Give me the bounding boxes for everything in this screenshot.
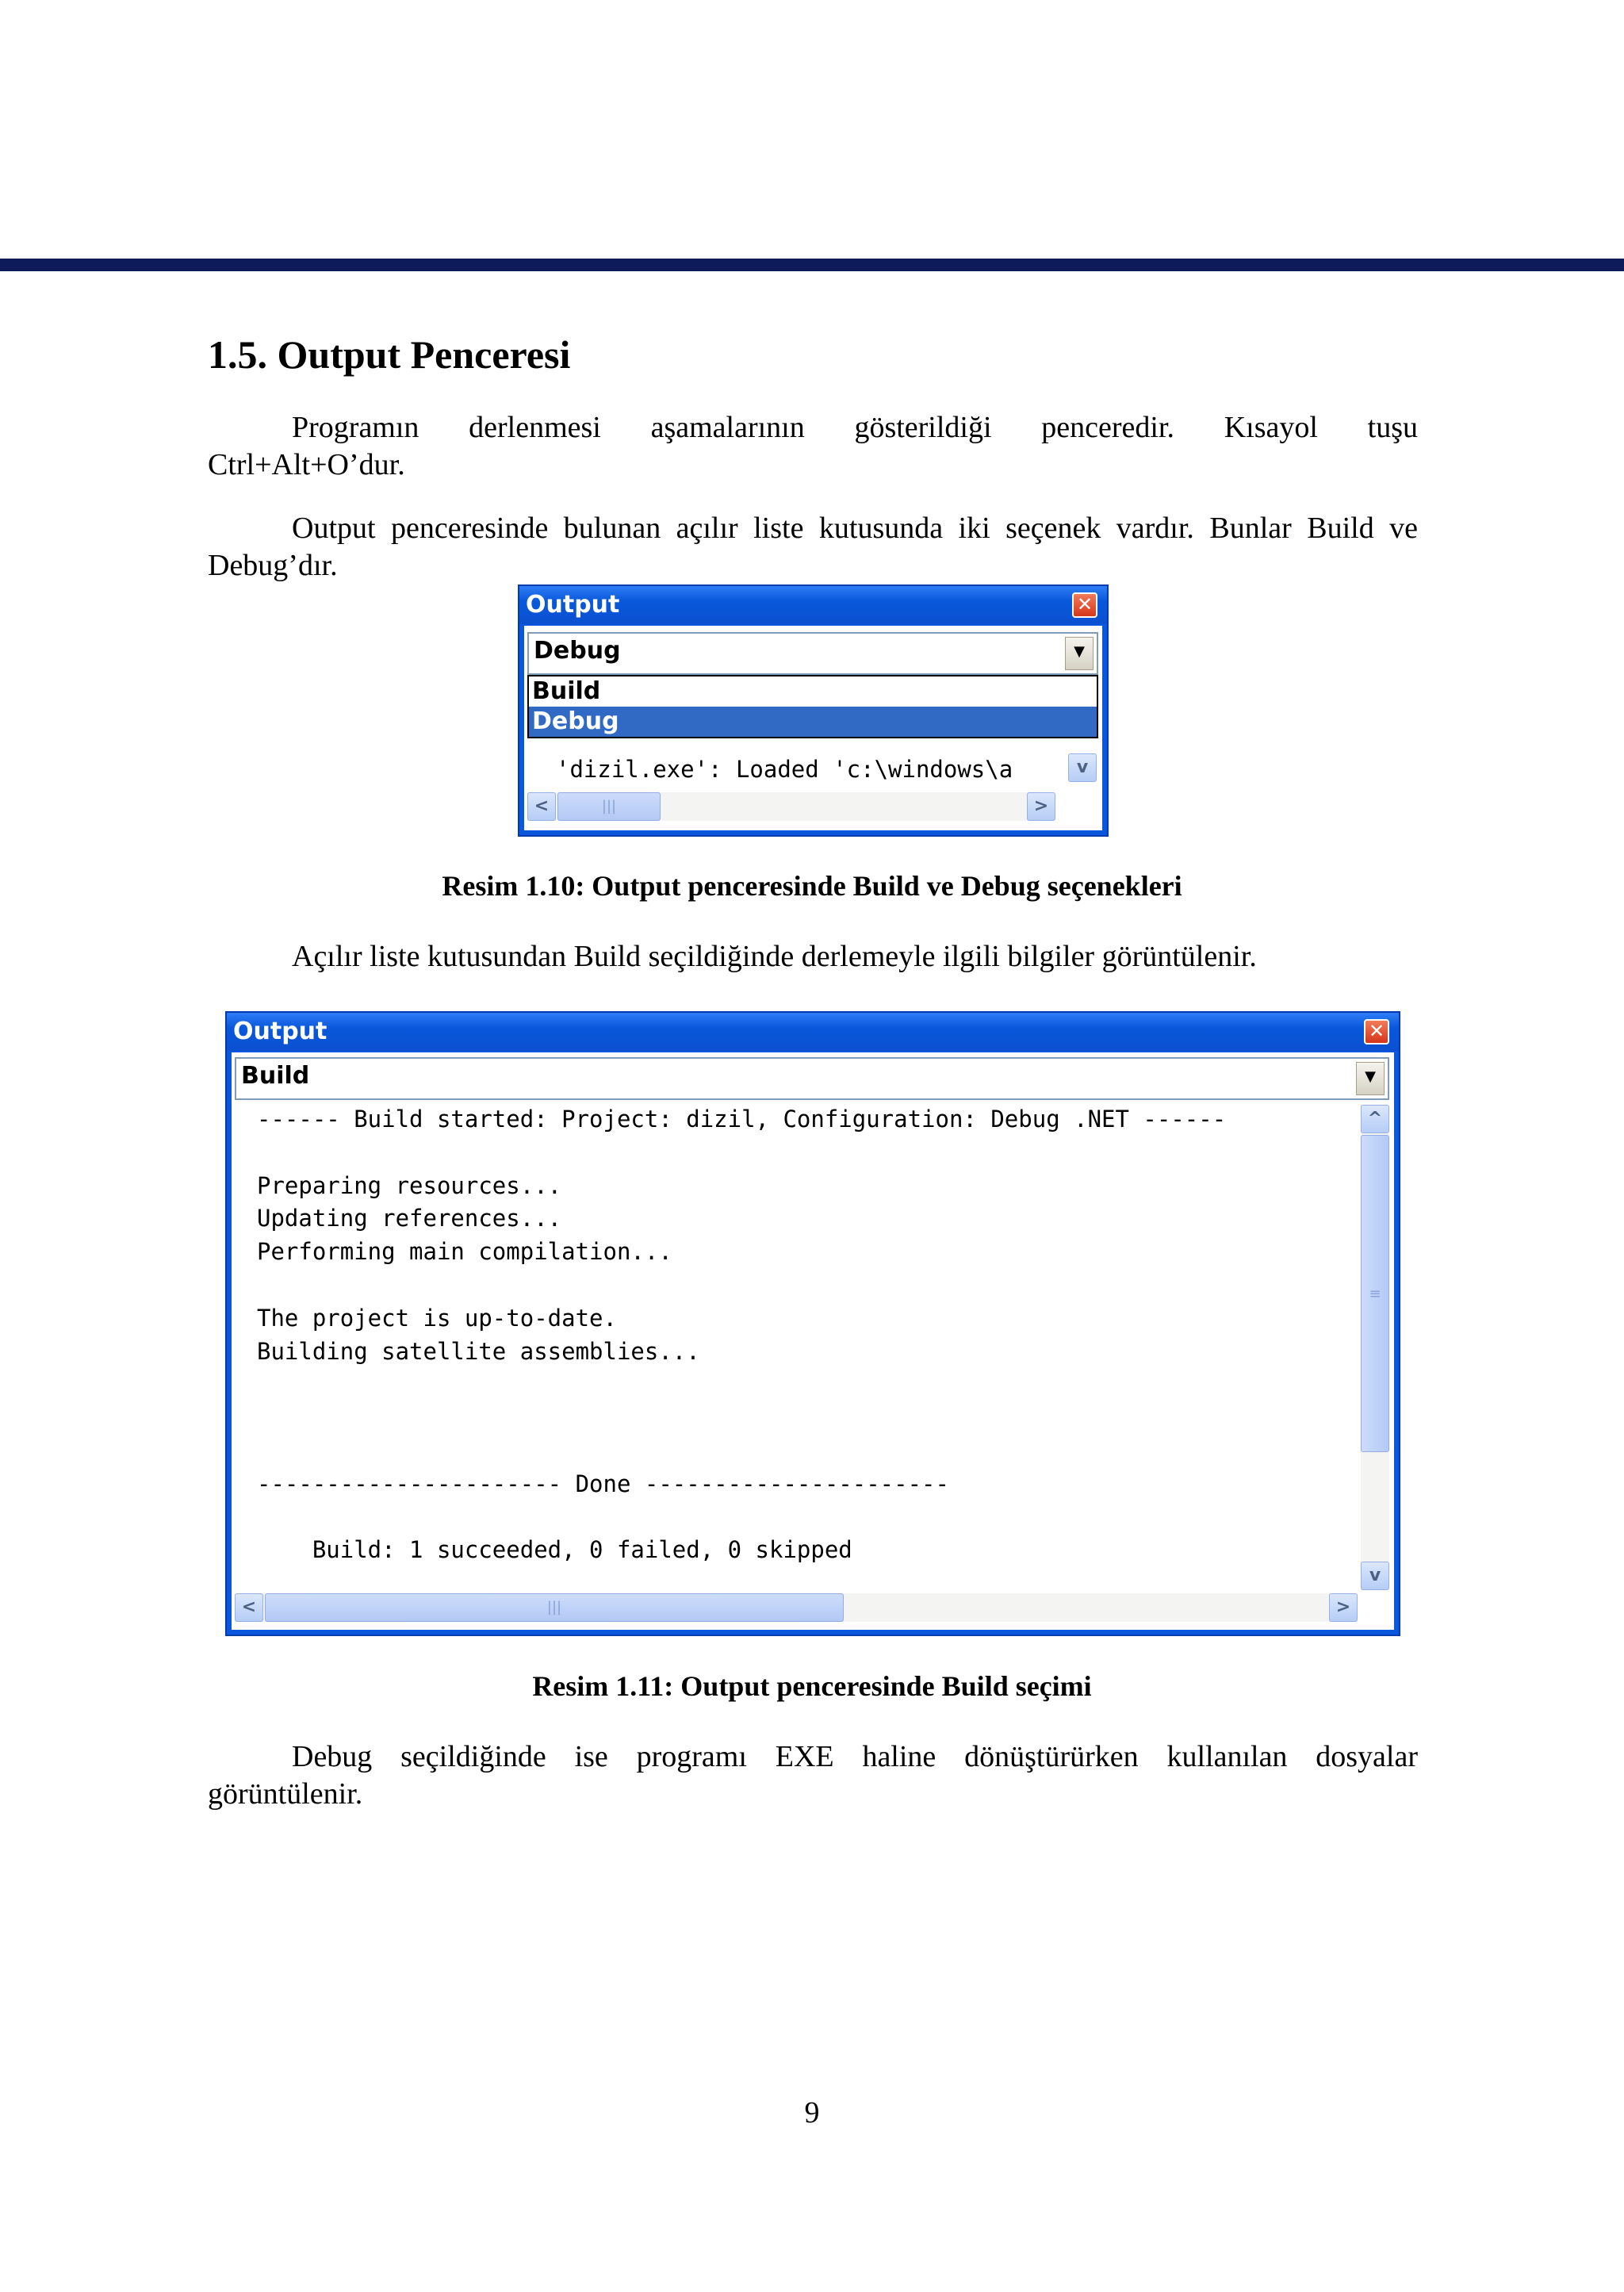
page-number: 9 (804, 2096, 820, 2129)
paragraph-1-line-1: Programın derlenmesi aşamalarının gösterildiği penceredir. Kısayol tuşu (292, 411, 1418, 444)
option-build[interactable]: Build (532, 677, 601, 705)
log-line (257, 1269, 1351, 1302)
paragraph-4-line-2: görüntülenir. (208, 1777, 363, 1811)
horizontal-scroll-thumb[interactable]: ||| (557, 792, 661, 821)
combo-value: Build (241, 1062, 310, 1090)
combo-value: Debug (534, 637, 621, 665)
header-rule (0, 259, 1624, 271)
log-line (257, 1368, 1351, 1401)
vertical-scroll-thumb[interactable]: ≡ (1361, 1135, 1389, 1452)
horizontal-scroll-thumb[interactable]: ||| (265, 1593, 844, 1622)
log-line: The project is up-to-date. (257, 1304, 617, 1332)
output-text-line: 'dizil.exe': Loaded 'c:\windows\a (556, 756, 1013, 783)
log-line: ---------------------- Done ---------------------- (257, 1470, 949, 1497)
figure-2-caption: Resim 1.11: Output penceresinde Build seçimi (532, 1670, 1092, 1702)
log-line: Performing main compilation... (257, 1238, 672, 1266)
scroll-down-button[interactable]: v (1361, 1562, 1389, 1590)
chevron-down-icon[interactable]: ▼ (1065, 637, 1094, 670)
scroll-right-button[interactable]: > (1329, 1593, 1358, 1622)
paragraph-4-line-1: Debug seçildiğinde ise programı EXE haline dönüştürürken kullanılan dosyalar (292, 1740, 1418, 1773)
log-line: ------ Build started: Project: dizil, Configuration: Debug .NET ------ (257, 1106, 1227, 1133)
output-source-select[interactable] (235, 1057, 1389, 1100)
window-title: Output (519, 586, 1107, 624)
scroll-right-button[interactable]: > (1027, 792, 1055, 821)
figure-1-caption: Resim 1.10: Output penceresinde Build ve Debug seçenekleri (442, 870, 1182, 902)
paragraph-3: Açılır liste kutusundan Build seçildiğinde derlemeyle ilgili bilgiler görüntülenir. (292, 940, 1257, 973)
close-icon[interactable]: ✕ (1364, 1019, 1389, 1044)
log-line (257, 1435, 1351, 1468)
build-output-log (257, 1103, 1351, 1567)
scroll-left-button[interactable]: < (235, 1593, 263, 1622)
window-title: Output (227, 1013, 1399, 1051)
scroll-down-button[interactable]: v (1068, 753, 1097, 782)
log-line (257, 1501, 1351, 1535)
log-line (257, 1401, 1351, 1435)
output-window-build (225, 1011, 1400, 1636)
close-icon[interactable]: ✕ (1072, 592, 1097, 618)
section-heading: 1.5. Output Penceresi (208, 332, 571, 377)
chevron-down-icon[interactable]: ▼ (1356, 1062, 1385, 1095)
paragraph-4 (208, 1738, 1418, 1813)
paragraph-1 (208, 409, 1418, 484)
select-dropdown-list (527, 675, 1098, 738)
window-body (232, 1052, 1394, 1630)
log-line: Build: 1 succeeded, 0 failed, 0 skipped (257, 1536, 852, 1564)
paragraph-2 (208, 510, 1418, 584)
paragraph-2-line-1: Output penceresinde bulunan açılır liste kutusunda iki seçenek vardır. Bunlar Build ve (292, 512, 1418, 545)
output-source-select[interactable] (527, 632, 1098, 675)
paragraph-2-line-2: Debug’dır. (208, 549, 338, 582)
scroll-left-button[interactable]: < (527, 792, 556, 821)
option-debug[interactable]: Debug (529, 707, 1097, 737)
log-line: Preparing resources... (257, 1171, 562, 1199)
output-window-debug (518, 584, 1109, 837)
log-line (257, 1136, 1351, 1170)
log-line: Updating references... (257, 1205, 562, 1232)
paragraph-1-line-2: Ctrl+Alt+O’dur. (208, 448, 405, 481)
window-body (524, 626, 1102, 830)
scroll-up-button[interactable]: ^ (1361, 1105, 1389, 1133)
log-line: Building satellite assemblies... (257, 1337, 700, 1365)
